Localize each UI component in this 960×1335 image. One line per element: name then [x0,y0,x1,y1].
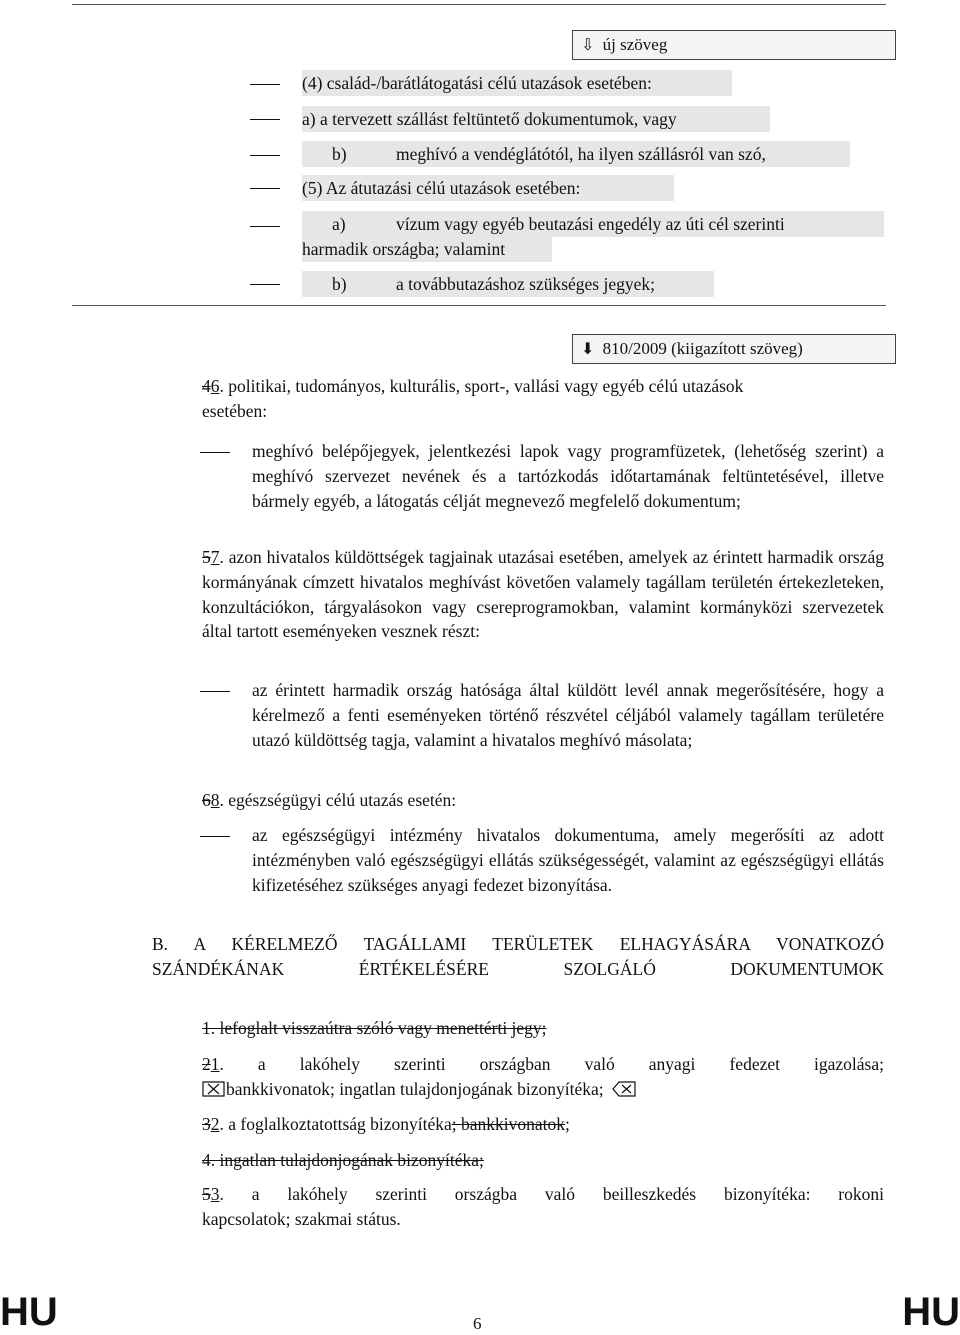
new-line-2: a) a tervezett szállást feltüntető dokumentumok, vagy [302,106,770,132]
b-item-2 [202,1054,884,1075]
point-8-new-number: 8 [210,790,220,810]
point-6-new-number: 6 [210,376,220,396]
point-7-text [202,545,884,644]
dash-2 [250,119,280,120]
delete-end-icon [612,1081,636,1097]
new-line-5-cont: harmadik országba; valamint [302,236,552,262]
point-6-heading [202,376,884,397]
dash-4 [250,188,280,189]
b-item-5-new-number: 3 [210,1184,220,1204]
page-number: 6 [473,1314,482,1333]
footer-lang-right: HU [902,1290,960,1334]
new-line-5-marker: a) [332,214,346,234]
amended-text-label: 810/2009 (kiigazított szöveg) [602,339,803,358]
new-line-6-text: a továbbutazáshoz szükséges jegyek; [396,274,656,294]
new-line-5-text: vízum vagy egyéb beutazási engedély az úti cél szerinti [396,214,785,234]
dash-1 [250,84,280,85]
point-7-new-number: 7 [210,547,220,567]
top-rule [72,4,886,5]
b-item-3-new-number: 2 [210,1114,220,1134]
new-line-5 [302,211,884,237]
point-8-text: . egészségügyi célú utazás esetén: [219,790,457,810]
b-item-5-old-number: 5 [202,1184,211,1204]
b-item-3 [202,1114,570,1135]
delete-start-icon [202,1081,226,1097]
new-line-4: (5) Az átutazási célú utazások esetében: [302,175,674,201]
dash-3 [250,155,280,156]
point-7-body: . azon hivatalos küldöttségek tagjainak utazásai esetében, amelyek az érintett harmadik ország kormányának címzett hivatalos meghívást követően valamely tagállam területén értekezleteken, konzultációkon, tárgyalásokon vagy csereprogramokban, valamint kormányközi szervezetek által tartott eseményeken vesznek részt: [202,547,884,642]
point-6-item: meghívó belépőjegyek, jelentkezési lapok vagy programfüzetek, (lehetőség szerint) a meghívó szervezet nevének és a tartózkodás időtartamának feltüntetésével, illetve bármely egyéb, a látogatás célját megnevező megfelelő dokumentum; [252,441,884,511]
point-6-old-number: 4 [202,376,211,396]
b-item-2-cont-text: bankkivonatok; ingatlan tulajdonjogának bizonyítéka; [226,1079,604,1099]
new-line-1: (4) család-/barátlátogatási célú utazások esetében: [302,70,732,96]
amended-text-box [572,334,896,364]
dash-5 [250,226,280,227]
new-line-3-text: meghívó a vendéglátótól, ha ilyen szállásról van szó, [396,144,766,164]
new-text-box [572,30,896,60]
b-item-5-cont: kapcsolatok; szakmai státus. [202,1209,401,1229]
b-item-3-end: ; [565,1114,570,1134]
dash-p7 [200,691,230,692]
b-item-4-struck: 4. ingatlan tulajdonjogának bizonyítéka; [202,1150,484,1170]
point-7-old-number: 5 [202,547,211,567]
middle-rule [72,305,886,306]
b-item-2-text: . a lakóhely szerinti országban való anyagi fedezet igazolása; [219,1054,884,1074]
point-6-cont: esetében: [202,401,268,421]
down-arrow-bold-icon: ⬇ [581,339,595,358]
point-8-heading [202,790,456,811]
b-item-3-old-number: 3 [202,1114,211,1134]
dash-6 [250,284,280,285]
footer-lang-left: HU [0,1290,58,1334]
b-item-3-text: . a foglalkoztatottság bizonyítéka [219,1114,452,1134]
b-item-2-cont [202,1079,636,1100]
point-6-text: . politikai, tudományos, kulturális, sport-, vallási vagy egyéb célú utazások [219,376,744,396]
dash-p6 [200,452,230,453]
point-8-item: az egészségügyi intézmény hivatalos dokumentuma, amely megerősíti az adott intézményben való egészségügyi ellátás szükségességét, valamint az egészségügyi ellátás kifizetéséhez szükséges anyagi fedezet bizonyítása. [252,825,884,895]
b-item-3-struck: ; bankkivonatok [451,1114,566,1134]
b-item-5 [202,1184,884,1205]
new-text-label: új szöveg [602,35,668,54]
b-item-1-struck: 1. lefoglalt visszaútra szóló vagy menettérti jegy; [202,1018,547,1038]
new-line-3 [302,141,850,167]
b-item-2-old-number: 2 [202,1054,211,1074]
new-line-6 [302,271,714,297]
dash-p8 [200,836,230,837]
down-arrow-icon: ⇩ [581,35,595,54]
new-line-3-marker: b) [332,144,347,164]
b-item-5-text: . a lakóhely szerinti országba való beilleszkedés bizonyítéka: rokoni [219,1184,884,1204]
new-line-6-marker: b) [332,274,347,294]
point-8-old-number: 6 [202,790,211,810]
b-item-2-new-number: 1 [210,1054,220,1074]
section-b-heading: B. A KÉRELMEZŐ TAGÁLLAMI TERÜLETEK ELHAGYÁSÁRA VONATKOZÓ SZÁNDÉKÁNAK ÉRTÉKELÉSÉRE SZOLGÁLÓ DOKUMENTUMOK [152,934,884,979]
point-7-item: az érintett harmadik ország hatósága által küldött levél annak megerősítésére, hogy a kérelmező a fenti eseményeken történő részvétel céljából valamely tagállam területére utazó küldöttség tagja, valamint a hivatalos meghívó másolata; [252,680,884,751]
